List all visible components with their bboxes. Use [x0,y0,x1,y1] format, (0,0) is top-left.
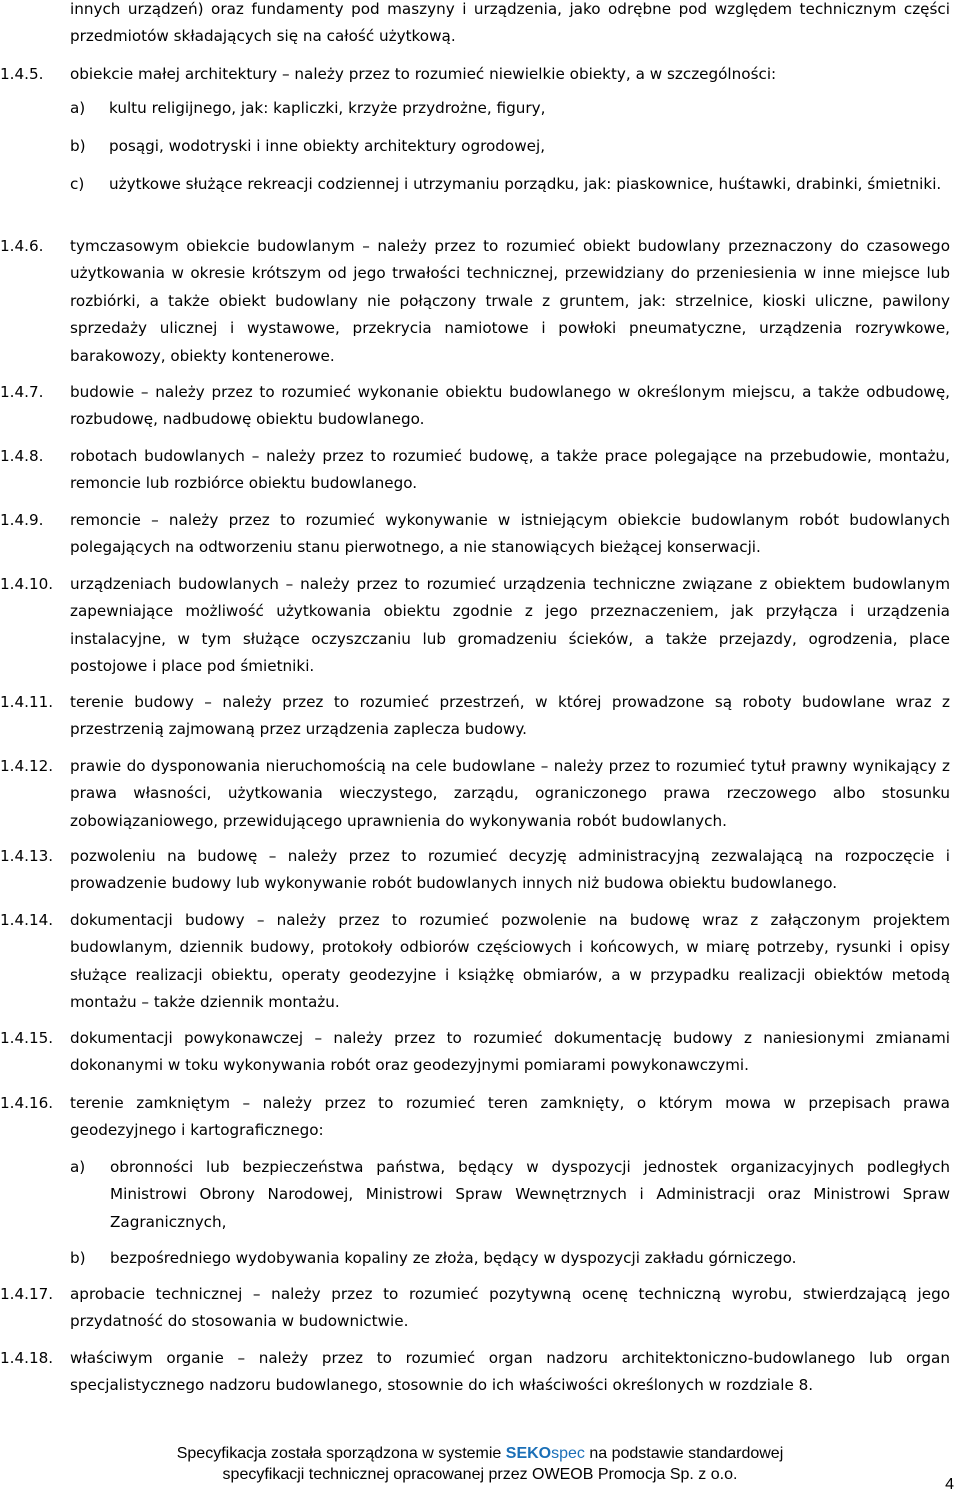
definition-item [0,571,960,681]
sub-item [70,95,950,122]
sub-item-label: b) [70,1249,86,1267]
sub-item-text: kultu religijnego, jak: kapliczki, krzyże przydrożne, figury, [109,99,546,117]
item-text: terenie budowy – należy przez to rozumieć przestrzeń, w której prowadzone są roboty budowlane wraz z przestrzenią zajmowaną przez urządzenia zaplecza budowy. [70,693,950,739]
item-text: terenie zamkniętym – należy przez to rozumieć teren zamknięty, o którym mowa w przepisach prawa geodezyjnego i kartograficznego: [70,1094,950,1140]
item-text: prawie do dysponowania nieruchomością na cele budowlane – należy przez to rozumieć tytuł prawny wynikający z prawa własności, użytkowania wieczystego, zarządu, ograniczonego prawa rzeczowego albo stosunku zobowiązaniowego, przewidującego uprawnienia do wykonywania robót budowlanych. [70,757,950,830]
item-number: 1.4.13. [0,847,54,865]
item-text: tymczasowym obiekcie budowlanym – należy przez to rozumieć obiekt budowlany przeznaczony do czasowego użytkowania w okresie krótszym od jego trwałości technicznej, przewidziany do przeniesienia w inne miejsce lub rozbiórki, a także obiekt budowlany nie połączony trwale z gruntem, jak: strzelnice, kioski uliczne, pawilony sprzedaży ulicznej i wystawowe, przekrycia namiotowe i powłoki pneumatyczne, urządzenia rozrywkowe, barakowozy, obiekty kontenerowe. [70,237,950,365]
item-number: 1.4.16. [0,1094,54,1112]
sub-item-text: bezpośredniego wydobywania kopaliny ze złoża, będący w dyspozycji zakładu górniczego. [110,1249,797,1267]
item-number: 1.4.12. [0,757,54,775]
definition-item [0,907,960,1017]
item-number: 1.4.7. [0,383,44,401]
definition-item [0,843,960,898]
definition-item [0,443,960,498]
sub-item-label: c) [70,175,85,193]
item-number: 1.4.8. [0,447,44,465]
brand-logo-light: spec [551,1445,585,1462]
definition-item [0,753,960,835]
item-number: 1.4.14. [0,911,54,929]
definition-item [0,507,960,562]
sub-item-label: a) [70,1158,86,1176]
sub-item-text: posągi, wodotryski i inne obiekty architektury ogrodowej, [109,137,546,155]
item-text: budowie – należy przez to rozumieć wykonanie obiektu budowlanego w określonym miejscu, a także odbudowę, rozbudowę, nadbudowę obiektu budowlanego. [70,383,950,429]
brand-logo-bold: SEKO [505,1445,552,1462]
sub-item-label: a) [70,99,86,117]
sub-item-text: obronności lub bezpieczeństwa państwa, będący w dyspozycji jednostek organizacyjnych podległych Ministrowi Obrony Narodowej, Ministrowi Spraw Wewnętrznych i Administracji oraz Ministrowi Spraw Zagranicznych, [110,1158,950,1231]
item-text: aprobacie technicznej – należy przez to rozumieć pozytywną ocenę techniczną wyrobu, stwierdzającą jego przydatność do stosowania w budownictwie. [70,1285,950,1331]
definition-item [0,1281,960,1336]
item-number: 1.4.10. [0,575,54,593]
definition-item [0,233,960,370]
definition-item [0,1345,960,1400]
footer-line-2 [0,1465,960,1485]
item-text: robotach budowlanych – należy przez to rozumieć budowę, a także prace polegające na przebudowie, montażu, remoncie lub rozbiórce obiektu budowlanego. [70,447,950,493]
item-number: 1.4.17. [0,1285,54,1303]
intro-text: innych urządzeń) oraz fundamenty pod maszyny i urządzenia, jako odrębne pod względem technicznym części przedmiotów składających się na całość użytkową. [70,0,950,46]
item-number: 1.4.5. [0,65,44,83]
item-number: 1.4.11. [0,693,54,711]
item-text: dokumentacji budowy – należy przez to rozumieć pozwolenie na budowę wraz z załączonym projektem budowlanym, dziennik budowy, protokoły odbiorów częściowych i końcowych, w miarę potrzeby, rysunki i opisy służące realizacji obiektu, operaty geodezyjne i książkę obmiarów, a w przypadku realizacji obiektów metodą montażu – także dziennik montażu. [70,911,950,1012]
item-text: obiekcie małej architektury – należy przez to rozumieć niewielkie obiekty, a w szczególności: [70,65,777,83]
footer-text: specyfikacji technicznej opracowanej przez OWEOB Promocja Sp. z o.o. [222,1466,738,1483]
sub-item [70,133,950,160]
sub-item [70,1154,950,1236]
item-text: pozwoleniu na budowę – należy przez to rozumieć decyzję administracyjną zezwalającą na rozpoczęcie i prowadzenie budowy lub wykonywanie robót budowlanych innych niż budowa obiektu budowlanego. [70,847,950,893]
item-number: 1.4.15. [0,1029,54,1047]
item-text: urządzeniach budowlanych – należy przez to rozumieć urządzenia techniczne związane z obiektem budowlanym zapewniające możliwość użytkowania obiektu zgodnie z jego przeznaczeniem, jak przyłącza i urządzenia instalacyjne, w tym służące oczyszczaniu lub gromadzeniu ścieków, a także przejazdy, ogrodzenia, place postojowe i place pod śmietniki. [70,575,950,676]
sub-item-label: b) [70,137,86,155]
footer-text: Specyfikacja została sporządzona w systemie [176,1445,506,1462]
item-number: 1.4.6. [0,237,44,255]
footer-line-1 [0,1444,960,1464]
sub-item [70,1245,950,1272]
item-text: remoncie – należy przez to rozumieć wykonywanie w istniejącym obiekcie budowlanym robót budowlanych polegających na odtworzeniu stanu pierwotnego, a nie stanowiących bieżącej konserwacji. [70,511,950,557]
definition-item [0,689,960,744]
item-text: właściwym organie – należy przez to rozumieć organ nadzoru architektoniczno-budowlanego lub organ specjalistycznego nadzoru budowlanego, stosownie do ich właściwości określonych w rozdziale 8. [70,1349,950,1395]
definition-item [0,379,960,434]
sub-item [70,171,950,198]
footer-text: na podstawie standardowej [584,1445,784,1462]
definition-item [0,1025,960,1080]
item-text: dokumentacji powykonawczej – należy przez to rozumieć dokumentację budowy z naniesionymi zmianami dokonanymi w toku wykonywania robót oraz geodezyjnymi pomiarami powykonawczymi. [70,1029,950,1075]
definition-item [0,61,960,88]
intro-paragraph [0,0,960,51]
item-number: 1.4.9. [0,511,44,529]
item-number: 1.4.18. [0,1349,54,1367]
sub-item-text: użytkowe służące rekreacji codziennej i utrzymaniu porządku, jak: piaskownice, huśtawki, drabinki, śmietniki. [109,175,942,193]
definition-item [0,1090,960,1145]
page-number: 4 [945,1476,954,1493]
